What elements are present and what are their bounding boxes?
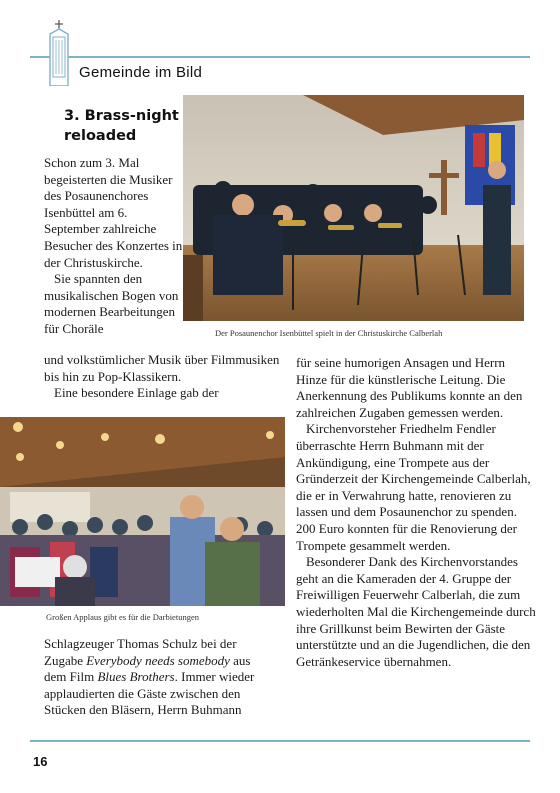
film-title: Blues Brothers bbox=[97, 669, 175, 685]
brass-band-photo bbox=[183, 95, 524, 321]
footer-rule bbox=[30, 740, 530, 742]
paragraph: Sie spannten den musikalischen Bogen von modernen Bearbeitungen für Choräle bbox=[44, 271, 179, 336]
header-rule bbox=[30, 56, 530, 58]
article-text-left-c bbox=[44, 636, 276, 719]
paragraph: und volkstümlicher Musik über Filmmusiken bis hin zu Pop-Klassikern. bbox=[44, 352, 280, 384]
article-heading-line1: 3. Brass-night bbox=[64, 108, 179, 124]
section-title: Gemeinde im Bild bbox=[79, 64, 203, 81]
paragraph: für seine humorigen Ansagen und Herrn Hinze für die künstlerische Leitung. Die Anerkennung des Publikums konnte an den zahlreichen Zugaben gemessen werden. bbox=[296, 355, 523, 420]
song-title: Everybody needs somebody bbox=[86, 652, 230, 668]
photo-caption: Der Posaunenchor Isenbüttel spielt in der Christuskirche Calberlah bbox=[215, 328, 443, 338]
article-heading-line2: reloaded bbox=[64, 128, 137, 144]
article-text-left-b bbox=[44, 352, 289, 402]
article-text-right bbox=[296, 355, 536, 670]
article-heading bbox=[64, 106, 179, 146]
paragraph: Schon zum 3. Mal begeisterten die Musiker des Posaunenchores Isenbüttel am 6. September zahlreiche Besucher des Konzertes in der Christuskirche. bbox=[44, 155, 183, 270]
paragraph bbox=[44, 636, 276, 719]
text-run: aus dem Film bbox=[44, 652, 251, 685]
text-run: . Immer wieder applaudierten die Gäste zwischen den Stücken den Bläsern, Herrn Buhmann bbox=[44, 669, 255, 718]
page-number: 16 bbox=[33, 754, 48, 769]
paragraph: Besonderer Dank des Kirchenvorstandes geht an die Kameraden der 4. Gruppe der Freiwilligen Feuerwehr Calberlah, die zum wiederholten Mal die Kirchengemeinde durch ihre Grillkunst beim Bewirten der Gäste unterstützte und an die Jugendlichen, die den Getränkeservice übernahmen. bbox=[296, 554, 536, 669]
audience-applause-photo bbox=[0, 417, 285, 606]
paragraph: Eine besondere Einlage gab der bbox=[54, 385, 219, 401]
text-run: Schlagzeuger Thomas Schulz bei der Zugabe bbox=[44, 636, 237, 668]
paragraph: Kirchenvorsteher Friedhelm Fendler überraschte Herrn Buhmann mit der Ankündigung, eine Trompete aus der Gründerzeit der Kirchengemeinde Calberlah, die er in Verwahrung hatte, renovieren zu lassen und dem Posaunenchor zu spenden. 200 Euro konnten für die Renovierung der Trompete gesammelt werden. bbox=[296, 421, 531, 553]
article-text-left-a bbox=[44, 155, 184, 338]
church-logo-icon bbox=[48, 20, 70, 86]
photo-caption: Großen Applaus gibt es für die Darbietungen bbox=[46, 612, 199, 622]
